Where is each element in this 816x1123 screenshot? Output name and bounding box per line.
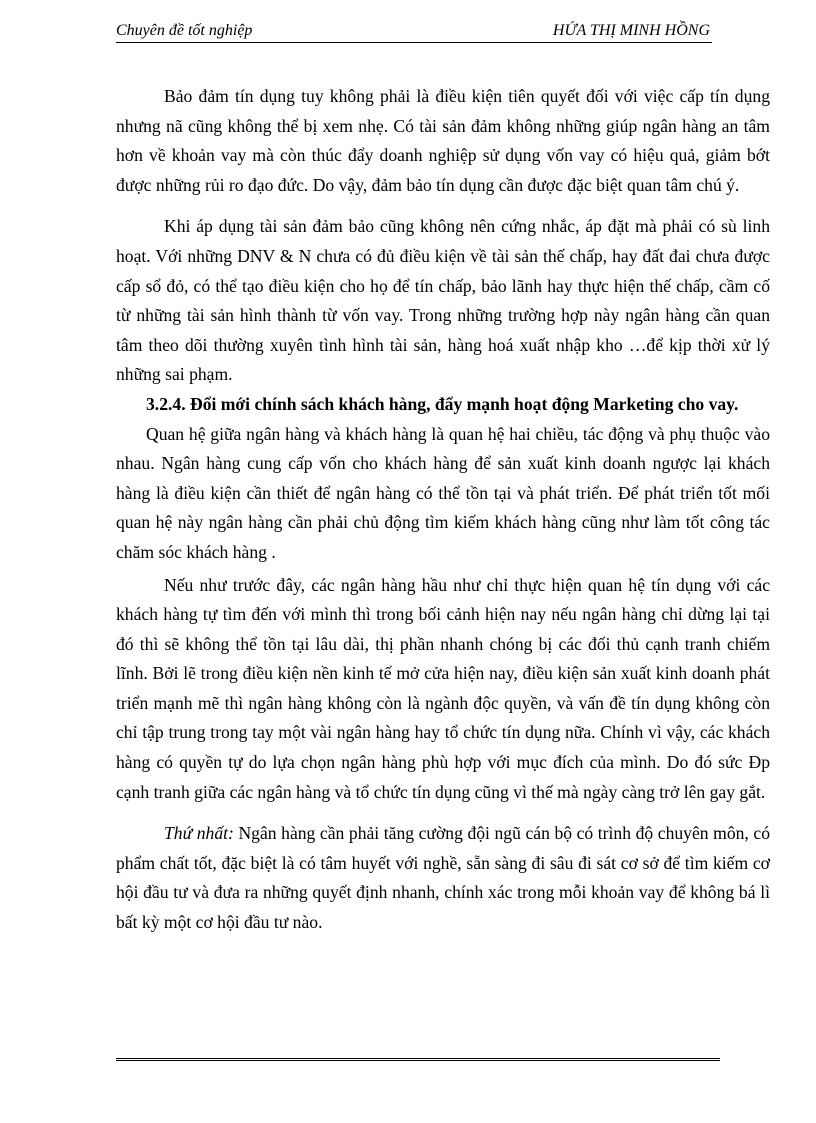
paragraph-credit-guarantee: Bảo đảm tín dụng tuy không phải là điều kiện tiên quyết đối với việc cấp tín dụng nhưng nã cũng không thể bị xem nhẹ. Có tài sản đảm không những giúp ngân hàng an tâm hơn về khoản vay mà còn thúc đẩy doanh nghiệp sử dụng vốn vay có hiệu quả, giảm bớt được những rủi ro đạo đức. Do vậy, đảm bảo tín dụng cần được đặc biệt quan tâm chú ý. bbox=[116, 86, 770, 195]
page-header bbox=[116, 20, 712, 43]
paragraph-bank-customer-relationship: Quan hệ giữa ngân hàng và khách hàng là quan hệ hai chiều, tác động và phụ thuộc vào nhau. Ngân hàng cung cấp vốn cho khách hàng để sản xuất kinh doanh ngược lại khách hàng là điều kiện cần thiết để ngân hàng có thể tồn tại và phát triển. Để phát triển tốt mối quan hệ này ngân hàng cần phải chủ động tìm kiếm khách hàng cũng như làm tốt công tác chăm sóc khách hàng . bbox=[116, 423, 770, 562]
first-measure-text: Ngân hàng cần phải tăng cường đội ngũ cán bộ có trình độ chuyên môn, có phẩm chất tốt, đặc biệt là có tâm huyết với nghề, sẵn sàng đi sâu đi sát cơ sở để tìm kiếm cơ hội đầu tư và đưa ra những quyết định nhanh, chính xác trong mỗi khoản vay để không bá lì bất kỳ một cơ hội đầu tư nào. bbox=[116, 823, 770, 933]
first-measure-label: Thứ nhất: bbox=[164, 823, 234, 844]
document-body bbox=[116, 82, 770, 938]
header-document-title: Chuyên đề tốt nghiệp bbox=[116, 22, 253, 39]
footer-divider bbox=[116, 1058, 720, 1061]
header-author-name: HỨA THỊ MINH HỒNG bbox=[552, 22, 710, 39]
paragraph-collateral-flexibility: Khi áp dụng tài sản đảm bảo cũng không nên cứng nhắc, áp đặt mà phải có sù linh hoạt. Với những DNV & N chưa có đủ điều kiện về tài sản thế chấp, hay đất đai chưa được cấp sổ đỏ, có thể tạo điều kiện cho họ để tín chấp, bảo lãnh hay thực hiện thế chấp, cầm cố từ những tài sản hình thành từ vốn vay. Trong những trường hợp này ngân hàng cần quan tâm theo dõi thường xuyên tình hình tài sản, hàng hoá xuất nhập kho …để kịp thời xử lý những sai phạm. bbox=[116, 216, 770, 385]
paragraph-competition: Nếu như trước đây, các ngân hàng hầu như chỉ thực hiện quan hệ tín dụng với các khách hàng tự tìm đến với mình thì trong bối cảnh hiện nay nếu ngân hàng chỉ dừng lại tại đó thì sẽ không thể tồn tại lâu dài, thị phần nhanh chóng bị các đối thủ cạnh tranh chiếm lĩnh. Bởi lẽ trong điều kiện nền kinh tế mở cửa hiện nay, điều kiện sản xuất kinh doanh phát triển mạnh mẽ thì ngân hàng không còn là ngành độc quyền, và vấn đề tín dụng không còn chỉ tập trung trong tay một vài ngân hàng hay tổ chức tín dụng nữa. Chính vì vậy, các khách hàng có quyền tự do lựa chọn ngân hàng phù hợp với mục đích của mình. Do đó sức Ðp cạnh tranh giữa các ngân hàng và tổ chức tín dụng cũng vì thế mà ngày càng trở lên gay gắt. bbox=[116, 574, 770, 802]
paragraph-first-measure bbox=[116, 819, 770, 937]
section-heading: 3.2.4. Đổi mới chính sách khách hàng, đẩy mạnh hoạt động Marketing cho vay. bbox=[146, 393, 739, 414]
